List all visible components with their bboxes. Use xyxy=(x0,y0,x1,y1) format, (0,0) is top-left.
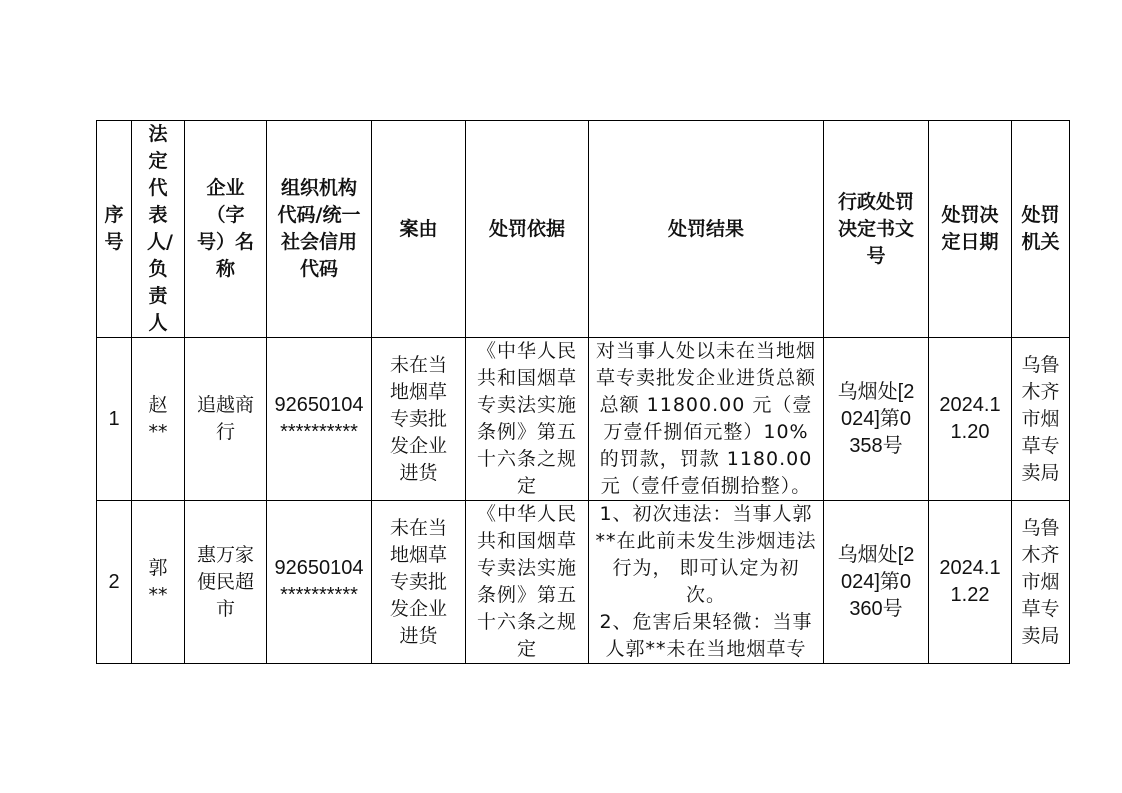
penalty-table xyxy=(96,120,1070,664)
row-doc-no: 乌烟处[2024]第0360号 xyxy=(824,501,929,664)
row-enterprise: 追越商行 xyxy=(185,338,267,501)
row-org-code: 92650104********** xyxy=(267,501,372,664)
row-enterprise: 惠万家便民超市 xyxy=(185,501,267,664)
row-authority: 乌鲁木齐市烟草专卖局 xyxy=(1012,501,1070,664)
header-seq: 序号 xyxy=(97,121,132,338)
header-authority: 处罚机关 xyxy=(1012,121,1070,338)
row-org-code: 92650104********** xyxy=(267,338,372,501)
row-legal-rep: 赵** xyxy=(132,338,185,501)
row-result: 1、初次违法：当事人郭**在此前未发生涉烟违法行为， 即可认定为初次。 2、危害后果轻微：当事人郭**未在当地烟草专 xyxy=(589,501,824,664)
header-doc-no: 行政处罚决定书文号 xyxy=(824,121,929,338)
row-cause: 未在当地烟草专卖批发企业进货 xyxy=(372,338,466,501)
header-basis: 处罚依据 xyxy=(466,121,589,338)
header-enterprise: 企业（字号）名称 xyxy=(185,121,267,338)
row-basis: 《中华人民共和国烟草专卖法实施条例》第五十六条之规定 xyxy=(466,501,589,664)
row-seq: 2 xyxy=(97,501,132,664)
header-result: 处罚结果 xyxy=(589,121,824,338)
row-seq: 1 xyxy=(97,338,132,501)
table-row xyxy=(97,338,1070,501)
table-row xyxy=(97,501,1070,664)
row-legal-rep: 郭** xyxy=(132,501,185,664)
header-date: 处罚决定日期 xyxy=(929,121,1012,338)
row-date: 2024.11.22 xyxy=(929,501,1012,664)
row-result: 对当事人处以未在当地烟草专卖批发企业进货总额总额 11800.00 元（壹万壹仟捌佰元整）10%的罚款，罚款 1180.00 元（壹仟壹佰捌拾整）。 xyxy=(589,338,824,501)
row-authority: 乌鲁木齐市烟草专卖局 xyxy=(1012,338,1070,501)
header-org-code: 组织机构代码/统一社会信用代码 xyxy=(267,121,372,338)
header-legal-rep: 法定代表人/负责人 xyxy=(132,121,185,338)
row-cause: 未在当地烟草专卖批发企业进货 xyxy=(372,501,466,664)
row-date: 2024.11.20 xyxy=(929,338,1012,501)
header-row xyxy=(97,121,1070,338)
row-basis: 《中华人民共和国烟草专卖法实施条例》第五十六条之规定 xyxy=(466,338,589,501)
header-cause: 案由 xyxy=(372,121,466,338)
row-doc-no: 乌烟处[2024]第0358号 xyxy=(824,338,929,501)
